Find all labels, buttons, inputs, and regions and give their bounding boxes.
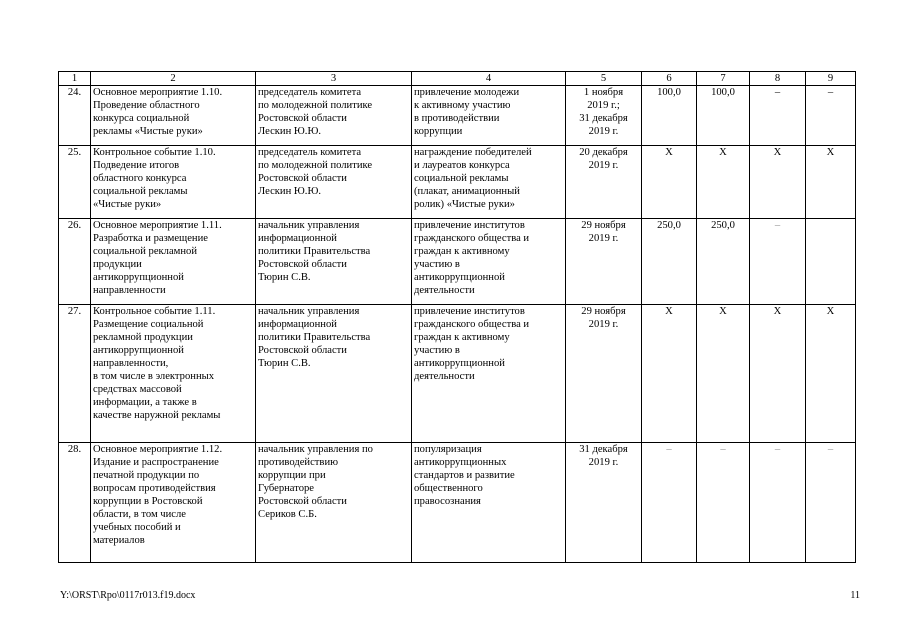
cell-text-line: популяризация: [414, 444, 482, 455]
cell-text-line: награждение победителей: [414, 147, 532, 158]
column-header: 5: [566, 72, 642, 86]
cell-text-line: информации, а также в: [93, 397, 197, 408]
deadline-cell: [566, 86, 642, 146]
deadline-cell: [566, 219, 642, 305]
responsible-cell: [256, 146, 412, 219]
table-row: [59, 443, 856, 563]
cell-text-line: Ростовской области: [258, 345, 347, 356]
responsible-cell: [256, 86, 412, 146]
cell-text-line: Контрольное событие 1.11.: [93, 306, 216, 317]
cell-text-line: председатель комитета: [258, 87, 362, 98]
cell-text-line: по молодежной политике: [258, 160, 373, 171]
table-row: [59, 305, 856, 443]
value-cell-c6: 100,0: [642, 86, 697, 146]
value-cell-c8: –: [750, 86, 806, 146]
cell-text-line: в противодействии: [414, 113, 500, 124]
cell-text-line: к активному участию: [414, 100, 511, 111]
cell-text-line: антикоррупционной: [414, 358, 505, 369]
cell-text-line: по молодежной политике: [258, 100, 373, 111]
cell-text-line: Основное мероприятие 1.10.: [93, 87, 223, 98]
value-cell-c8: –: [750, 443, 806, 563]
event-cell: [91, 146, 256, 219]
value-cell-c7: 250,0: [697, 219, 750, 305]
cell-text-line: привлечение институтов: [414, 306, 525, 317]
cell-text-line: 20 декабря: [579, 147, 628, 158]
cell-text-line: 2019 г.: [588, 233, 619, 244]
cell-text-line: Подведение итогов: [93, 160, 180, 171]
cell-text-line: граждан к активному: [414, 246, 510, 257]
cell-text-line: 29 ноября: [581, 220, 626, 231]
deadline-cell: [566, 443, 642, 563]
cell-text-line: Ростовской области: [258, 496, 347, 507]
cell-text-line: Тюрин С.В.: [258, 272, 311, 283]
column-header: 8: [750, 72, 806, 86]
cell-text-line: противодействию: [258, 457, 339, 468]
cell-text-line: рекламы «Чистые руки»: [93, 126, 203, 137]
row-number-cell: 25.: [59, 146, 91, 219]
column-header: 4: [412, 72, 566, 86]
event-cell: [91, 86, 256, 146]
cell-text-line: печатной продукции по: [93, 470, 200, 481]
cell-text-line: привлечение институтов: [414, 220, 525, 231]
cell-text-line: 2019 г.: [588, 160, 619, 171]
cell-text-line: антикоррупционной: [93, 272, 184, 283]
column-header: 1: [59, 72, 91, 86]
responsible-cell: [256, 219, 412, 305]
cell-text-line: вопросам противодействия: [93, 483, 216, 494]
cell-text-line: 2019 г.: [588, 126, 619, 137]
value-cell-c6: 250,0: [642, 219, 697, 305]
cell-text-line: социальной рекламной: [93, 246, 198, 257]
cell-text-line: 29 ноября: [581, 306, 626, 317]
cell-text-line: направленности,: [93, 358, 169, 369]
result-cell: [412, 86, 566, 146]
table-row: [59, 146, 856, 219]
value-cell-c8: X: [750, 305, 806, 443]
cell-text-line: учебных пособий и: [93, 522, 181, 533]
row-number-cell: 28.: [59, 443, 91, 563]
cell-text-line: «Чистые руки»: [93, 199, 162, 210]
event-cell: [91, 219, 256, 305]
page-number: 11: [850, 590, 860, 601]
cell-text-line: Контрольное событие 1.10.: [93, 147, 216, 158]
table-header-row: [59, 72, 856, 86]
value-cell-c7: X: [697, 146, 750, 219]
cell-text-line: 2019 г.: [588, 319, 619, 330]
deadline-cell: [566, 305, 642, 443]
event-cell: [91, 305, 256, 443]
cell-text-line: в том числе в электронных: [93, 371, 215, 382]
cell-text-line: политики Правительства: [258, 332, 371, 343]
cell-text-line: стандартов и развитие: [414, 470, 515, 481]
cell-text-line: Основное мероприятие 1.11.: [93, 220, 222, 231]
cell-text-line: Лескин Ю.Ю.: [258, 186, 321, 197]
cell-text-line: конкурса социальной: [93, 113, 190, 124]
cell-text-line: Сериков С.Б.: [258, 509, 317, 520]
cell-text-line: общественного: [414, 483, 483, 494]
cell-text-line: Проведение областного: [93, 100, 200, 111]
value-cell-c9: X: [806, 305, 856, 443]
cell-text-line: антикоррупционной: [414, 272, 505, 283]
cell-text-line: деятельности: [414, 371, 475, 382]
cell-text-line: коррупции в Ростовской: [93, 496, 203, 507]
cell-text-line: участию в: [414, 259, 460, 270]
cell-text-line: информационной: [258, 319, 337, 330]
cell-text-line: области, в том числе: [93, 509, 186, 520]
cell-text-line: продукции: [93, 259, 142, 270]
cell-text-line: начальник управления по: [258, 444, 373, 455]
cell-text-line: Размещение социальной: [93, 319, 204, 330]
column-header: 6: [642, 72, 697, 86]
result-cell: [412, 146, 566, 219]
result-cell: [412, 443, 566, 563]
cell-text-line: Губернаторе: [258, 483, 315, 494]
event-cell: [91, 443, 256, 563]
column-header: 3: [256, 72, 412, 86]
cell-text-line: социальной рекламы: [414, 173, 509, 184]
cell-text-line: Ростовской области: [258, 259, 347, 270]
result-cell: [412, 219, 566, 305]
column-header: 9: [806, 72, 856, 86]
cell-text-line: рекламной продукции: [93, 332, 193, 343]
cell-text-line: 31 декабря: [579, 113, 628, 124]
cell-text-line: 2019 г.;: [587, 100, 620, 111]
table-row: [59, 219, 856, 305]
cell-text-line: правосознания: [414, 496, 481, 507]
cell-text-line: Ростовской области: [258, 113, 347, 124]
responsible-cell: [256, 305, 412, 443]
value-cell-c9: [806, 219, 856, 305]
value-cell-c7: –: [697, 443, 750, 563]
responsible-cell: [256, 443, 412, 563]
cell-text-line: коррупции: [414, 126, 463, 137]
cell-text-line: гражданского общества и: [414, 233, 530, 244]
cell-text-line: качестве наружной рекламы: [93, 410, 221, 421]
cell-text-line: коррупции при: [258, 470, 326, 481]
cell-text-line: 1 ноября: [583, 87, 624, 98]
cell-text-line: 31 декабря: [579, 444, 628, 455]
value-cell-c9: X: [806, 146, 856, 219]
activities-table: [58, 71, 856, 563]
cell-text-line: начальник управления: [258, 306, 360, 317]
value-cell-c8: X: [750, 146, 806, 219]
cell-text-line: областного конкурса: [93, 173, 187, 184]
column-header: 2: [91, 72, 256, 86]
value-cell-c9: –: [806, 86, 856, 146]
row-number-cell: 26.: [59, 219, 91, 305]
cell-text-line: направленности: [93, 285, 166, 296]
cell-text-line: политики Правительства: [258, 246, 371, 257]
cell-text-line: деятельности: [414, 285, 475, 296]
cell-text-line: и лауреатов конкурса: [414, 160, 510, 171]
value-cell-c6: –: [642, 443, 697, 563]
cell-text-line: ролик) «Чистые руки»: [414, 199, 515, 210]
row-number-cell: 24.: [59, 86, 91, 146]
cell-text-line: антикоррупционных: [414, 457, 507, 468]
cell-text-line: гражданского общества и: [414, 319, 530, 330]
cell-text-line: Разработка и размещение: [93, 233, 208, 244]
cell-text-line: социальной рекламы: [93, 186, 188, 197]
footer-file-path: Y:\ORST\Rpo\0117r013.f19.docx: [60, 590, 196, 601]
cell-text-line: привлечение молодежи: [414, 87, 520, 98]
cell-text-line: средствах массовой: [93, 384, 182, 395]
value-cell-c6: X: [642, 305, 697, 443]
value-cell-c8: –: [750, 219, 806, 305]
cell-text-line: Ростовской области: [258, 173, 347, 184]
value-cell-c7: 100,0: [697, 86, 750, 146]
table-row: [59, 86, 856, 146]
cell-text-line: материалов: [93, 535, 145, 546]
cell-text-line: Тюрин С.В.: [258, 358, 311, 369]
cell-text-line: 2019 г.: [588, 457, 619, 468]
row-number-cell: 27.: [59, 305, 91, 443]
value-cell-c6: X: [642, 146, 697, 219]
deadline-cell: [566, 146, 642, 219]
result-cell: [412, 305, 566, 443]
value-cell-c9: –: [806, 443, 856, 563]
cell-text-line: Издание и распространение: [93, 457, 219, 468]
cell-text-line: Лескин Ю.Ю.: [258, 126, 321, 137]
cell-text-line: антикоррупционной: [93, 345, 184, 356]
column-header: 7: [697, 72, 750, 86]
cell-text-line: председатель комитета: [258, 147, 362, 158]
cell-text-line: информационной: [258, 233, 337, 244]
cell-text-line: граждан к активному: [414, 332, 510, 343]
cell-text-line: (плакат, анимационный: [414, 186, 520, 197]
value-cell-c7: X: [697, 305, 750, 443]
cell-text-line: начальник управления: [258, 220, 360, 231]
cell-text-line: Основное мероприятие 1.12.: [93, 444, 223, 455]
cell-text-line: участию в: [414, 345, 460, 356]
